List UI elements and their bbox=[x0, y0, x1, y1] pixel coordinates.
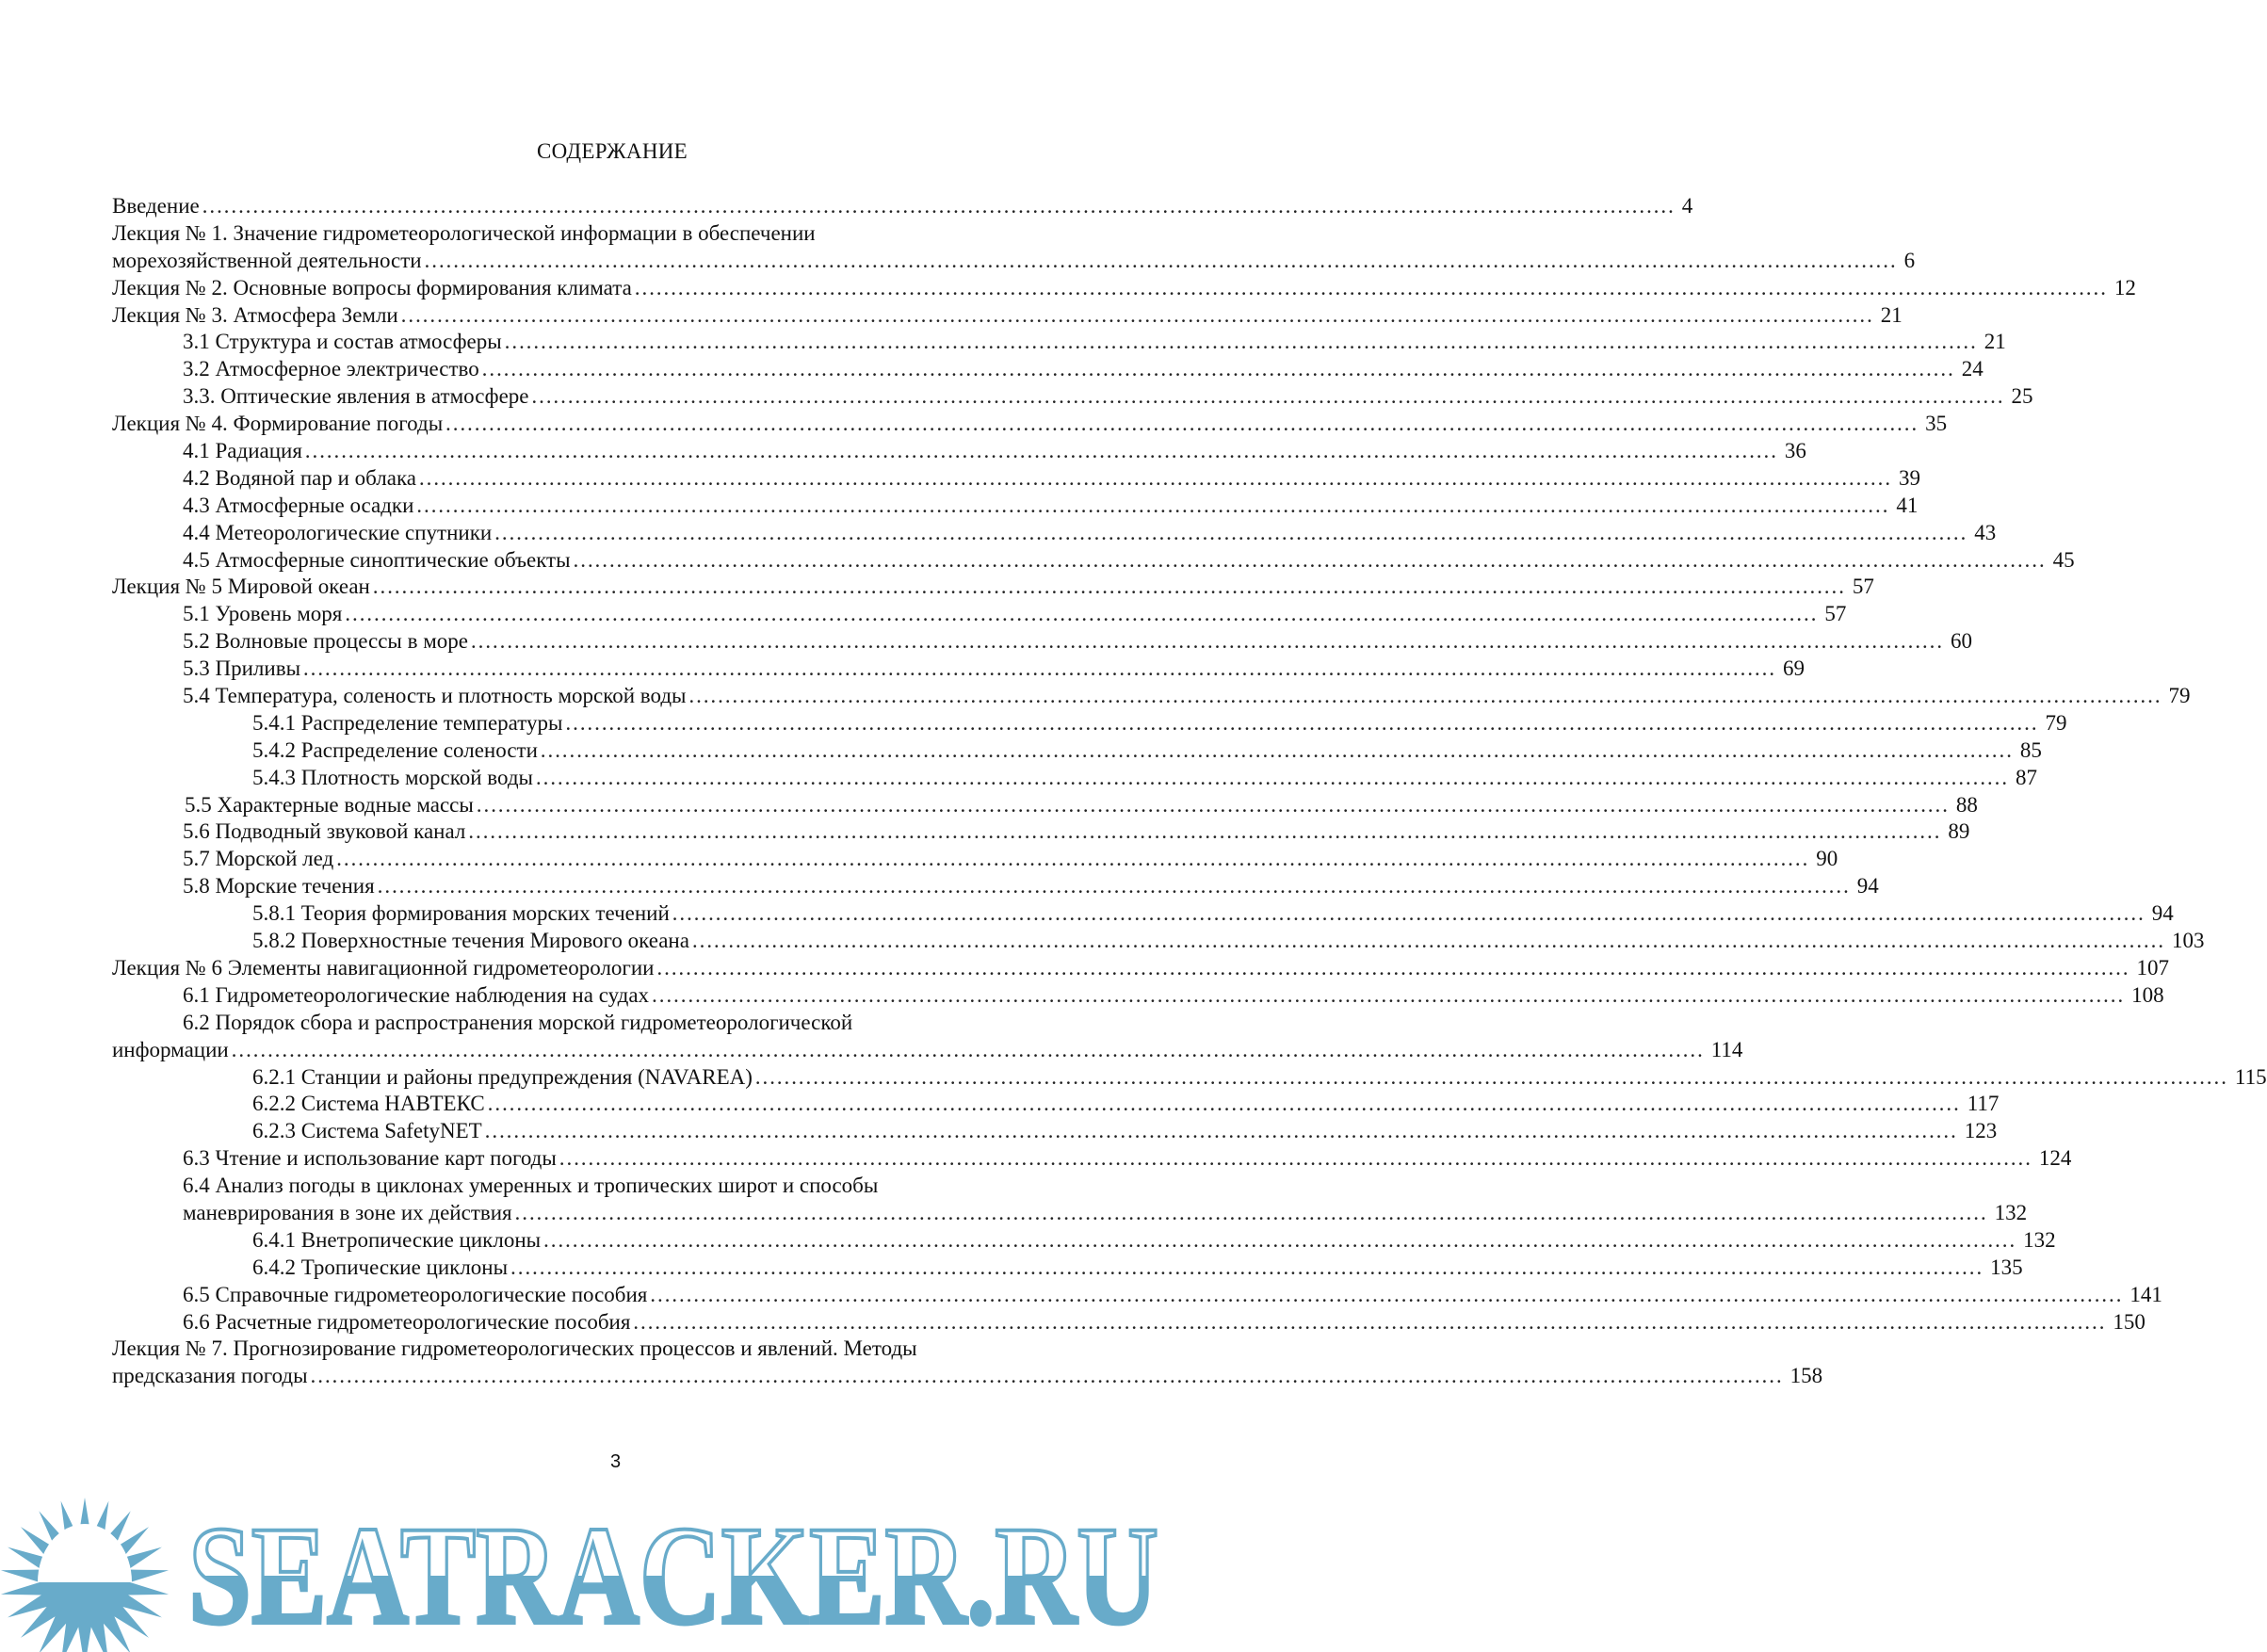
toc-entry[interactable] bbox=[112, 629, 1972, 656]
toc-entry-page: 132 bbox=[1994, 1200, 2028, 1224]
dot-leader bbox=[231, 1038, 1704, 1062]
toc-entry-title: 5.8.2 Поверхностные течения Мирового океана bbox=[252, 929, 689, 953]
toc-entry-page: 135 bbox=[1990, 1255, 2023, 1279]
table-of-contents bbox=[112, 194, 2267, 1391]
toc-entry[interactable] bbox=[112, 493, 1919, 521]
toc-entry-title: 5.8 Морские течения bbox=[183, 874, 375, 899]
toc-entry-title: 5.2 Волновые процессы в море bbox=[183, 629, 468, 654]
toc-entry-title: информации bbox=[112, 1037, 229, 1061]
toc-entry-title: предсказания погоды bbox=[112, 1364, 308, 1388]
toc-entry-page: 141 bbox=[2129, 1282, 2162, 1306]
dot-leader bbox=[302, 656, 1775, 681]
toc-entry-title: Лекция № 7. Прогнозирование гидрометеорологических процессов и явлений. Методы bbox=[112, 1336, 917, 1361]
dot-leader bbox=[688, 684, 2162, 708]
toc-entry-title: 3.3. Оптические явления в атмосфере bbox=[183, 384, 529, 409]
toc-entry-title: 5.3 Приливы bbox=[183, 656, 301, 681]
dot-leader bbox=[344, 602, 1817, 626]
dot-leader bbox=[573, 548, 2046, 573]
toc-entry[interactable] bbox=[112, 819, 1970, 847]
dot-leader bbox=[651, 983, 2124, 1008]
dot-leader bbox=[634, 276, 2107, 300]
dot-leader bbox=[754, 1065, 2227, 1090]
toc-entry-page: 108 bbox=[2131, 982, 2164, 1007]
dot-leader bbox=[481, 357, 1954, 381]
toc-entry[interactable] bbox=[112, 1282, 2162, 1310]
toc-entry-title: Лекция № 4. Формирование погоды bbox=[112, 412, 444, 436]
toc-entry[interactable] bbox=[112, 330, 2006, 357]
toc-entry[interactable] bbox=[112, 847, 1838, 874]
toc-entry[interactable] bbox=[112, 384, 2033, 412]
dot-leader bbox=[487, 1092, 1960, 1116]
dot-leader bbox=[372, 575, 1845, 599]
toc-entry[interactable] bbox=[112, 710, 2067, 738]
toc-entry[interactable] bbox=[112, 547, 2075, 575]
toc-entry[interactable] bbox=[112, 1200, 2028, 1228]
toc-entry[interactable] bbox=[112, 357, 1984, 384]
toc-entry-title: Введение bbox=[112, 194, 200, 218]
toc-entry-page: 43 bbox=[1974, 520, 1997, 544]
toc-entry-page: 115 bbox=[2234, 1064, 2267, 1089]
toc-entry-title: 3.2 Атмосферное электричество bbox=[183, 357, 479, 381]
dot-leader bbox=[476, 793, 1949, 818]
toc-entry-page: 150 bbox=[2113, 1309, 2146, 1334]
toc-entry[interactable] bbox=[112, 1309, 2146, 1337]
toc-entry-title: 6.2.3 Система SafetyNET bbox=[252, 1119, 482, 1143]
dot-leader bbox=[202, 194, 1675, 219]
toc-entry-page: 24 bbox=[1961, 357, 1984, 381]
toc-entry-page: 114 bbox=[1710, 1037, 1743, 1061]
dot-leader bbox=[649, 1283, 2122, 1307]
dot-leader bbox=[400, 303, 1873, 328]
dot-leader bbox=[335, 847, 1808, 871]
toc-entry[interactable] bbox=[112, 1011, 1092, 1038]
toc-entry-title: 4.2 Водяной пар и облака bbox=[183, 465, 417, 490]
toc-entry-page: 132 bbox=[2023, 1227, 2056, 1252]
toc-entry-page: 79 bbox=[2168, 684, 2191, 708]
dot-leader bbox=[467, 819, 1940, 844]
toc-entry-page: 117 bbox=[1967, 1092, 2000, 1116]
toc-entry[interactable] bbox=[112, 1364, 1823, 1391]
toc-entry[interactable] bbox=[112, 1092, 2000, 1119]
dot-leader bbox=[470, 629, 1943, 654]
toc-entry-page: 79 bbox=[2045, 710, 2067, 735]
toc-entry[interactable] bbox=[112, 465, 1921, 494]
toc-entry-title: Лекция № 3. Атмосфера Земли bbox=[112, 302, 398, 327]
toc-entry[interactable] bbox=[112, 792, 1978, 820]
dot-leader bbox=[542, 1228, 2016, 1253]
dot-leader bbox=[540, 738, 2013, 763]
toc-entry-page: 45 bbox=[2052, 547, 2075, 572]
dot-leader bbox=[632, 1310, 2105, 1335]
toc-entry-title: 5.4.2 Распределение солености bbox=[252, 737, 538, 762]
toc-entry[interactable] bbox=[112, 1336, 1092, 1364]
toc-entry-page: 158 bbox=[1789, 1364, 1823, 1388]
toc-entry-title: Лекция № 5 Мировой океан bbox=[112, 575, 370, 599]
toc-entry-page: 69 bbox=[1783, 656, 1806, 681]
dot-leader bbox=[424, 249, 1897, 273]
toc-entry[interactable] bbox=[112, 221, 1092, 249]
toc-entry-title: 4.5 Атмосферные синоптические объекты bbox=[183, 547, 571, 572]
toc-entry-title: 6.4 Анализ погоды в циклонах умеренных и тропических широт и способы bbox=[183, 1174, 879, 1198]
page-title: СОДЕРЖАНИЕ bbox=[536, 139, 688, 163]
toc-entry[interactable] bbox=[112, 275, 2136, 303]
toc-entry-page: 107 bbox=[2136, 955, 2169, 980]
toc-entry-title: маневрирования в зоне их действия bbox=[183, 1200, 512, 1224]
dot-leader bbox=[672, 901, 2145, 926]
toc-entry[interactable] bbox=[112, 1227, 2056, 1255]
toc-entry-title: 6.3 Чтение и использование карт погоды bbox=[183, 1146, 557, 1171]
toc-entry-title: 5.1 Уровень моря bbox=[183, 602, 343, 626]
dot-leader bbox=[304, 439, 1777, 463]
toc-entry-title: 6.2.1 Станции и районы предупреждения (NAVAREA) bbox=[252, 1064, 753, 1089]
toc-entry-page: 89 bbox=[1948, 819, 1970, 844]
toc-entry[interactable] bbox=[112, 656, 1806, 684]
toc-entry-title: 4.4 Метеорологические спутники bbox=[183, 520, 493, 544]
toc-entry-page: 88 bbox=[1955, 792, 1978, 817]
toc-entry[interactable] bbox=[112, 194, 1693, 221]
toc-entry-title: 6.4.1 Внетропические циклоны bbox=[252, 1227, 542, 1252]
dot-leader bbox=[565, 711, 2038, 736]
toc-entry[interactable] bbox=[112, 1255, 2023, 1283]
dot-leader bbox=[494, 521, 1967, 545]
watermark-text: SEATRACKER.RU bbox=[188, 1498, 1158, 1652]
dot-leader bbox=[535, 766, 2008, 790]
toc-entry-title: 3.1 Структура и состав атмосферы bbox=[183, 330, 502, 354]
toc-entry[interactable] bbox=[112, 1119, 1998, 1146]
toc-entry-title: 4.3 Атмосферные осадки bbox=[183, 493, 414, 517]
toc-entry[interactable] bbox=[112, 684, 2191, 711]
page-number: 3 bbox=[610, 1451, 622, 1472]
toc-entry-page: 25 bbox=[2011, 384, 2033, 409]
toc-entry-title: 5.8.1 Теория формирования морских течений bbox=[252, 901, 670, 926]
toc-entry[interactable] bbox=[112, 874, 1879, 901]
dot-leader bbox=[418, 466, 1891, 491]
toc-entry-page: 41 bbox=[1896, 493, 1919, 517]
toc-entry[interactable] bbox=[112, 737, 2042, 766]
toc-entry-page: 123 bbox=[1964, 1119, 1998, 1143]
toc-entry-page: 21 bbox=[1880, 302, 1903, 327]
toc-entry-page: 21 bbox=[1984, 330, 2006, 354]
toc-entry[interactable] bbox=[112, 302, 1903, 331]
toc-entry[interactable] bbox=[112, 439, 1806, 466]
toc-entry-title: 6.2 Порядок сбора и распространения морской гидрометеорологической bbox=[183, 1010, 853, 1034]
dot-leader bbox=[559, 1146, 2032, 1171]
toc-entry-title: 6.1 Гидрометеорологические наблюдения на судах bbox=[183, 982, 650, 1007]
toc-entry-title: 5.4.1 Распределение температуры bbox=[252, 710, 563, 735]
toc-entry-title: 5.4 Температура, соленость и плотность морской воды bbox=[183, 684, 687, 708]
toc-entry-page: 94 bbox=[2151, 901, 2174, 926]
toc-entry-title: морехозяйственной деятельности bbox=[112, 248, 422, 272]
toc-entry-page: 57 bbox=[1824, 602, 1847, 626]
dot-leader bbox=[415, 494, 1888, 518]
toc-entry-page: 35 bbox=[1925, 412, 1948, 436]
watermark-logo bbox=[0, 1488, 1168, 1652]
toc-entry[interactable] bbox=[112, 602, 1847, 629]
dot-leader bbox=[504, 330, 1977, 354]
toc-entry-title: 4.1 Радиация bbox=[183, 439, 302, 463]
toc-entry-title: 5.5 Характерные водные массы bbox=[185, 792, 474, 817]
dot-leader bbox=[656, 956, 2129, 980]
toc-entry[interactable] bbox=[112, 1146, 2072, 1174]
toc-entry[interactable] bbox=[112, 248, 1916, 276]
dot-leader bbox=[531, 384, 2004, 409]
toc-entry[interactable] bbox=[112, 929, 2205, 956]
toc-entry-page: 57 bbox=[1852, 575, 1874, 599]
toc-entry[interactable] bbox=[112, 412, 1948, 439]
toc-entry-page: 90 bbox=[1816, 847, 1838, 871]
toc-entry-page: 4 bbox=[1681, 194, 1693, 218]
toc-entry-page: 12 bbox=[2113, 275, 2136, 300]
toc-entry-title: 6.6 Расчетные гидрометеорологические пособия bbox=[183, 1309, 631, 1334]
toc-entry[interactable] bbox=[112, 1064, 2267, 1093]
dot-leader bbox=[445, 412, 1918, 436]
toc-entry-title: 6.4.2 Тропические циклоны bbox=[252, 1255, 509, 1279]
toc-entry-page: 85 bbox=[2019, 737, 2042, 762]
dot-leader bbox=[514, 1201, 1987, 1225]
toc-entry-page: 87 bbox=[2016, 765, 2037, 789]
dot-leader bbox=[484, 1119, 1957, 1143]
toc-entry-page: 94 bbox=[1856, 874, 1879, 899]
toc-entry-page: 60 bbox=[1951, 629, 1972, 654]
toc-entry-title: 5.7 Морской лед bbox=[183, 847, 334, 871]
toc-entry-page: 124 bbox=[2038, 1146, 2072, 1171]
toc-entry[interactable] bbox=[112, 575, 1874, 602]
toc-entry[interactable] bbox=[112, 955, 2169, 983]
dot-leader bbox=[510, 1255, 1983, 1280]
toc-entry-title: 6.2.2 Система НАВТЕКС bbox=[252, 1092, 485, 1116]
toc-entry-title: Лекция № 2. Основные вопросы формирования климата bbox=[112, 275, 632, 300]
toc-entry-page: 39 bbox=[1899, 465, 1921, 490]
toc-entry-title: Лекция № 1. Значение гидрометеорологической информации в обеспечении bbox=[112, 220, 816, 245]
sun-icon bbox=[1, 1498, 169, 1652]
toc-entry-page: 6 bbox=[1903, 248, 1916, 272]
dot-leader bbox=[377, 874, 1850, 899]
toc-entry[interactable] bbox=[112, 1037, 1743, 1065]
toc-entry[interactable] bbox=[112, 982, 2164, 1011]
toc-entry-page: 103 bbox=[2171, 929, 2205, 953]
toc-entry-title: Лекция № 6 Элементы навигационной гидрометеорологии bbox=[112, 955, 655, 980]
toc-entry[interactable] bbox=[112, 901, 2174, 929]
toc-entry[interactable] bbox=[112, 1174, 1092, 1201]
toc-entry[interactable] bbox=[112, 520, 1997, 548]
toc-entry-title: 5.4.3 Плотность морской воды bbox=[252, 765, 533, 789]
toc-entry-page: 36 bbox=[1784, 439, 1806, 463]
toc-entry-title: 5.6 Подводный звуковой канал bbox=[183, 819, 466, 844]
dot-leader bbox=[691, 929, 2164, 953]
toc-entry-title: 6.5 Справочные гидрометеорологические пособия bbox=[183, 1282, 648, 1306]
toc-entry[interactable] bbox=[112, 765, 2037, 793]
dot-leader bbox=[310, 1364, 1783, 1388]
